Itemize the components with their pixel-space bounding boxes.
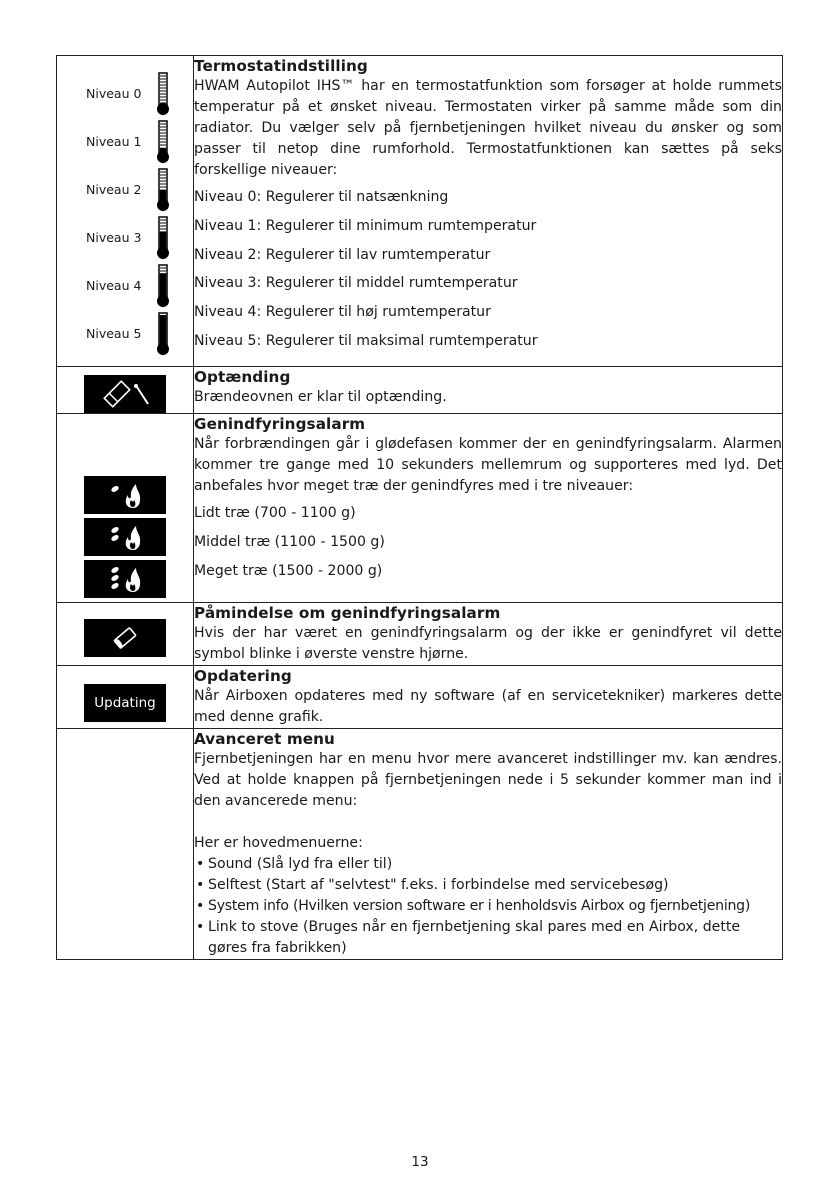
info-table (56, 55, 783, 960)
main-menu-list (194, 854, 782, 959)
level-line-5: Niveau 5: Regulerer til maksimal rumtemperatur (194, 332, 538, 349)
refuel-reminder-text-cell (194, 603, 783, 666)
thermostat-level-label: Niveau 0 (86, 86, 142, 101)
thermostat-level-4 (57, 264, 193, 308)
thermostat-level-label: Niveau 3 (86, 230, 142, 245)
thermostat-level-0 (57, 72, 193, 116)
thermostat-intro: HWAM Autopilot IHS™ har en termostatfunktion som forsøger at holde rummets temperatur på et ønsket niveau. Termostaten virker på samme måde som din radiator. Du vælger selv på fjernbetjeningen hvilket niveau du ønsker og som passer til netop dine rumforhold. Termostatfunktionen kan sættes på seks forskellige niveauer: (194, 78, 782, 178)
thermostat-text-cell (194, 56, 783, 367)
menu-item-selftest: • Selftest (Start af "selvtest" f.eks. i forbindelse med servicebesøg) (194, 875, 782, 896)
thermostat-level-1 (57, 120, 193, 164)
advanced-menu-text: Fjernbetjeningen har en menu hvor mere avanceret indstillinger mv. kan ændres. Ved at holde knappen på fjernbetjeningen nede i 5 sekunder kommer man ind i den avancerede menu: (194, 751, 782, 809)
updating-text-cell (194, 666, 783, 729)
updating-badge: Updating (84, 684, 166, 722)
three-logs-flame-icon (84, 560, 166, 598)
log-icon (84, 619, 166, 657)
two-logs-flame-icon (84, 518, 166, 556)
wood-level-medium: Middel træ (1100 - 1500 g) (194, 533, 385, 550)
refuel-reminder-title: Påmindelse om genindfyringsalarm (194, 604, 501, 622)
row-refuel-alarm (57, 414, 783, 603)
refuel-alarm-title: Genindfyringsalarm (194, 415, 366, 433)
refuel-alarm-icon-cell (57, 414, 194, 603)
row-advanced-menu (57, 729, 783, 960)
thermometer-icon (153, 72, 173, 116)
thermostat-level-label: Niveau 1 (86, 134, 142, 149)
level-line-2: Niveau 2: Regulerer til lav rumtemperatur (194, 246, 491, 263)
ignition-icon-cell (57, 367, 194, 414)
advanced-menu-text-cell (194, 729, 783, 960)
thermostat-title: Termostatindstilling (194, 57, 368, 75)
ignition-text-cell (194, 367, 783, 414)
thermometer-icon (153, 264, 173, 308)
thermostat-level-3 (57, 216, 193, 260)
one-log-flame-icon (84, 476, 166, 514)
thermostat-level-label: Niveau 4 (86, 278, 142, 293)
thermostat-level-5 (57, 312, 193, 356)
updating-title: Opdatering (194, 667, 292, 685)
row-updating (57, 666, 783, 729)
thermostat-icon-cell (57, 56, 194, 367)
row-ignition (57, 367, 783, 414)
advanced-menu-title: Avanceret menu (194, 730, 335, 748)
thermometer-level-list (57, 56, 193, 366)
thermostat-level-label: Niveau 2 (86, 182, 142, 197)
ignition-title: Optænding (194, 368, 291, 386)
menu-item-system-info: • System info (Hvilken version software er i henholdsvis Airbox og fjernbetjening) (194, 896, 782, 917)
thermometer-icon (153, 120, 173, 164)
row-refuel-reminder (57, 603, 783, 666)
page-number: 13 (411, 1154, 429, 1170)
updating-text: Når Airboxen opdateres med ny software (af en servicetekniker) markeres dette med denne grafik. (194, 688, 782, 725)
refuel-reminder-icon-cell (57, 603, 194, 666)
thermometer-icon (153, 168, 173, 212)
thermometer-icon (153, 216, 173, 260)
ignition-text: Brændeovnen er klar til optænding. (194, 389, 447, 405)
thermostat-level-label: Niveau 5 (86, 326, 142, 341)
row-thermostat (57, 56, 783, 367)
thermometer-icon (153, 312, 173, 356)
menu-item-sound: • Sound (Slå lyd fra eller til) (194, 854, 782, 875)
level-line-1: Niveau 1: Regulerer til minimum rumtemperatur (194, 217, 537, 234)
level-line-0: Niveau 0: Regulerer til natsænkning (194, 189, 449, 205)
level-line-4: Niveau 4: Regulerer til høj rumtemperatur (194, 304, 491, 321)
updating-icon-cell (57, 666, 194, 729)
wood-level-small: Lidt træ (700 - 1100 g) (194, 505, 356, 521)
wood-level-large: Meget træ (1500 - 2000 g) (194, 562, 383, 579)
match-and-lighter-icon (84, 375, 166, 413)
refuel-alarm-text-cell (194, 414, 783, 603)
level-line-3: Niveau 3: Regulerer til middel rumtemperatur (194, 275, 518, 292)
refuel-alarm-text: Når forbrændingen går i glødefasen kommer der en genindfyringsalarm. Alarmen kommer tre gange med 10 sekunders mellemrum og supporteres med lyd. Det anbefales hvor meget træ der genindfyres med i tre niveauer: (194, 436, 782, 494)
menu-item-link-to-stove: • Link to stove (Bruges når en fjernbetjening skal pares med en Airbox, dette gøres fra fabrikken) (194, 917, 782, 959)
advanced-menu-icon-cell (57, 729, 194, 960)
thermostat-level-2 (57, 168, 193, 212)
refuel-reminder-text: Hvis der har været en genindfyringsalarm og der ikke er genindfyret vil dette symbol blinke i øverste venstre hjørne. (194, 625, 782, 662)
main-menus-intro: Her er hovedmenuerne: (194, 835, 363, 851)
